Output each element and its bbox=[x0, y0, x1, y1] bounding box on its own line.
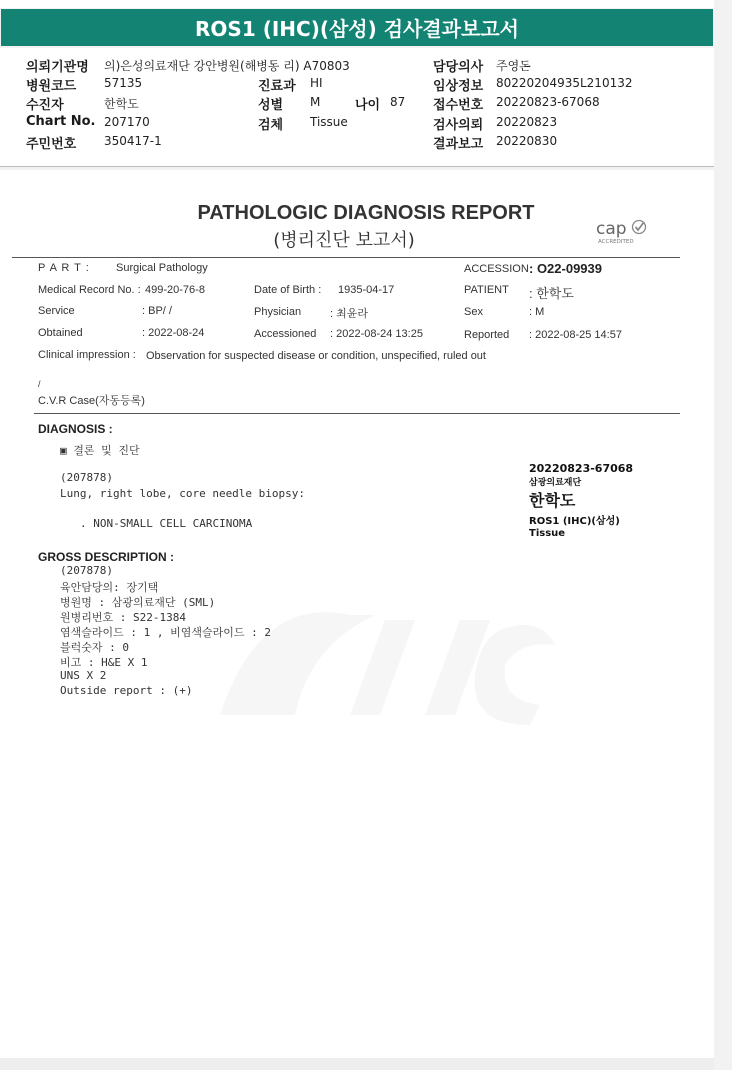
patient-value: : 한학도 bbox=[529, 286, 574, 301]
service-value: : BP/ / bbox=[142, 305, 172, 317]
doctor-label: 담당의사 bbox=[433, 60, 484, 75]
gross-line: 블럭숫자 : 0 bbox=[60, 641, 129, 654]
cap-logo-text: cap bbox=[596, 219, 627, 239]
patient-name-value: 한학도 bbox=[104, 97, 139, 111]
diagnosis-line: . NON-SMALL CELL CARCINOMA bbox=[80, 517, 253, 530]
part-label: P A R T : bbox=[38, 262, 90, 274]
pathology-report-title: PATHOLOGIC DIAGNOSIS REPORT bbox=[197, 202, 535, 224]
divider-top bbox=[12, 257, 680, 258]
accession-value: : O22-09939 bbox=[529, 261, 602, 276]
sex-value: M bbox=[310, 95, 321, 109]
gross-line: 비고 : H&E X 1 bbox=[60, 656, 148, 669]
gross-line: 염색슬라이드 : 1 , 비염색슬라이드 : 2 bbox=[60, 626, 271, 639]
report-date-value: 20220830 bbox=[496, 134, 558, 148]
chart-no-label: Chart No. bbox=[26, 114, 96, 129]
dob-label: Date of Birth : bbox=[254, 284, 322, 296]
diagnosis-line: Lung, right lobe, core needle biopsy: bbox=[60, 487, 306, 500]
obtained-value: : 2022-08-24 bbox=[142, 327, 205, 339]
clinical-info-value: 80220204935L210132 bbox=[496, 76, 633, 90]
age-label: 나이 bbox=[355, 98, 381, 113]
obtained-label: Obtained bbox=[38, 327, 83, 339]
sex-value-report: : M bbox=[529, 306, 545, 318]
part-value: Surgical Pathology bbox=[116, 262, 208, 274]
specimen-label-line: 한학도 bbox=[529, 491, 576, 510]
reported-value: : 2022-08-25 14:57 bbox=[529, 329, 622, 341]
report-document bbox=[0, 170, 714, 1058]
cap-accredited-text: ACCREDITED bbox=[598, 239, 634, 245]
sex-label: 성별 bbox=[258, 98, 284, 113]
department-value: HI bbox=[310, 76, 323, 90]
specimen-label-sticker bbox=[529, 462, 659, 539]
accession-label: ACCESSION bbox=[464, 263, 529, 275]
hospital-code-label: 병원코드 bbox=[26, 79, 77, 94]
cap-accredited-logo bbox=[594, 216, 654, 246]
receipt-no-value: 20220823-67068 bbox=[496, 95, 600, 109]
specimen-label: 검체 bbox=[258, 118, 284, 133]
gross-line: 원병리번호 : S22-1384 bbox=[60, 611, 186, 624]
gross-line: UNS X 2 bbox=[60, 669, 107, 682]
accessioned-value: : 2022-08-24 13:25 bbox=[330, 328, 423, 340]
sex-label-report: Sex bbox=[464, 306, 483, 318]
top-strip bbox=[0, 0, 714, 8]
dob-value: 1935-04-17 bbox=[338, 284, 395, 296]
report-title: ROS1 (IHC)(삼성) 검사결과보고서 bbox=[195, 17, 519, 41]
request-date-label: 검사의뢰 bbox=[433, 118, 484, 133]
diagnosis-subheading: ▣ 결론 및 진단 bbox=[60, 444, 140, 457]
accessioned-label: Accessioned bbox=[254, 328, 317, 340]
chart-no-value: 207170 bbox=[104, 115, 150, 129]
specimen-label-line: Tissue bbox=[529, 528, 566, 539]
clinical-impression-value: Observation for suspected disease or condition, unspecified, ruled out bbox=[146, 350, 486, 362]
report-title-bar bbox=[1, 9, 713, 46]
medical-record-value: 499-20-76-8 bbox=[145, 284, 205, 296]
reported-label: Reported bbox=[464, 329, 510, 341]
patient-label: PATIENT bbox=[464, 284, 509, 296]
watermark-logo bbox=[200, 585, 560, 755]
resident-no-label: 주민번호 bbox=[26, 137, 77, 152]
patient-info-header bbox=[0, 48, 714, 167]
request-date-value: 20220823 bbox=[496, 115, 558, 129]
cvr-case: C.V.R Case(자동등록) bbox=[38, 395, 145, 407]
requesting-org-value: 의)은성의료재단 강안병원(해병동 리) A70803 bbox=[104, 59, 350, 73]
service-label: Service bbox=[38, 305, 75, 317]
divider-bottom bbox=[34, 413, 680, 414]
hospital-code-value: 57135 bbox=[104, 76, 143, 90]
clinical-info-label: 임상정보 bbox=[433, 79, 484, 94]
specimen-value: Tissue bbox=[310, 115, 348, 129]
physician-value: : 최윤라 bbox=[330, 308, 368, 320]
specimen-label-line: 삼광의료재단 bbox=[529, 478, 582, 488]
department-label: 진료과 bbox=[258, 79, 296, 94]
diagnosis-line: (207878) bbox=[60, 471, 113, 484]
pathology-report-subtitle: (병리진단 보고서) bbox=[273, 230, 415, 251]
patient-name-label: 수진자 bbox=[26, 98, 64, 113]
cvr-mark: / bbox=[38, 379, 41, 389]
report-date-label: 결과보고 bbox=[433, 137, 484, 152]
diagnosis-heading: DIAGNOSIS : bbox=[38, 422, 113, 436]
gross-heading: GROSS DESCRIPTION : bbox=[38, 550, 175, 564]
gross-line: Outside report : (+) bbox=[60, 684, 193, 697]
specimen-label-line: 20220823-67068 bbox=[529, 462, 634, 475]
receipt-no-label: 접수번호 bbox=[433, 98, 484, 113]
age-value: 87 bbox=[390, 95, 406, 109]
bottom-strip bbox=[0, 1058, 714, 1070]
physician-label: Physician bbox=[254, 306, 302, 318]
specimen-label-line: ROS1 (IHC)(삼성) bbox=[529, 516, 620, 527]
gross-line: 육안담당의: 장기택 bbox=[60, 581, 159, 594]
clinical-impression-label: Clinical impression : bbox=[38, 349, 136, 361]
requesting-org-label: 의뢰기관명 bbox=[26, 60, 89, 75]
gross-line: 병원명 : 삼광의료재단 (SML) bbox=[60, 596, 216, 609]
doctor-value: 주영돈 bbox=[496, 59, 531, 73]
resident-no-value: 350417-1 bbox=[104, 134, 162, 148]
medical-record-label: Medical Record No. : bbox=[38, 284, 141, 296]
gross-line: (207878) bbox=[60, 564, 113, 577]
